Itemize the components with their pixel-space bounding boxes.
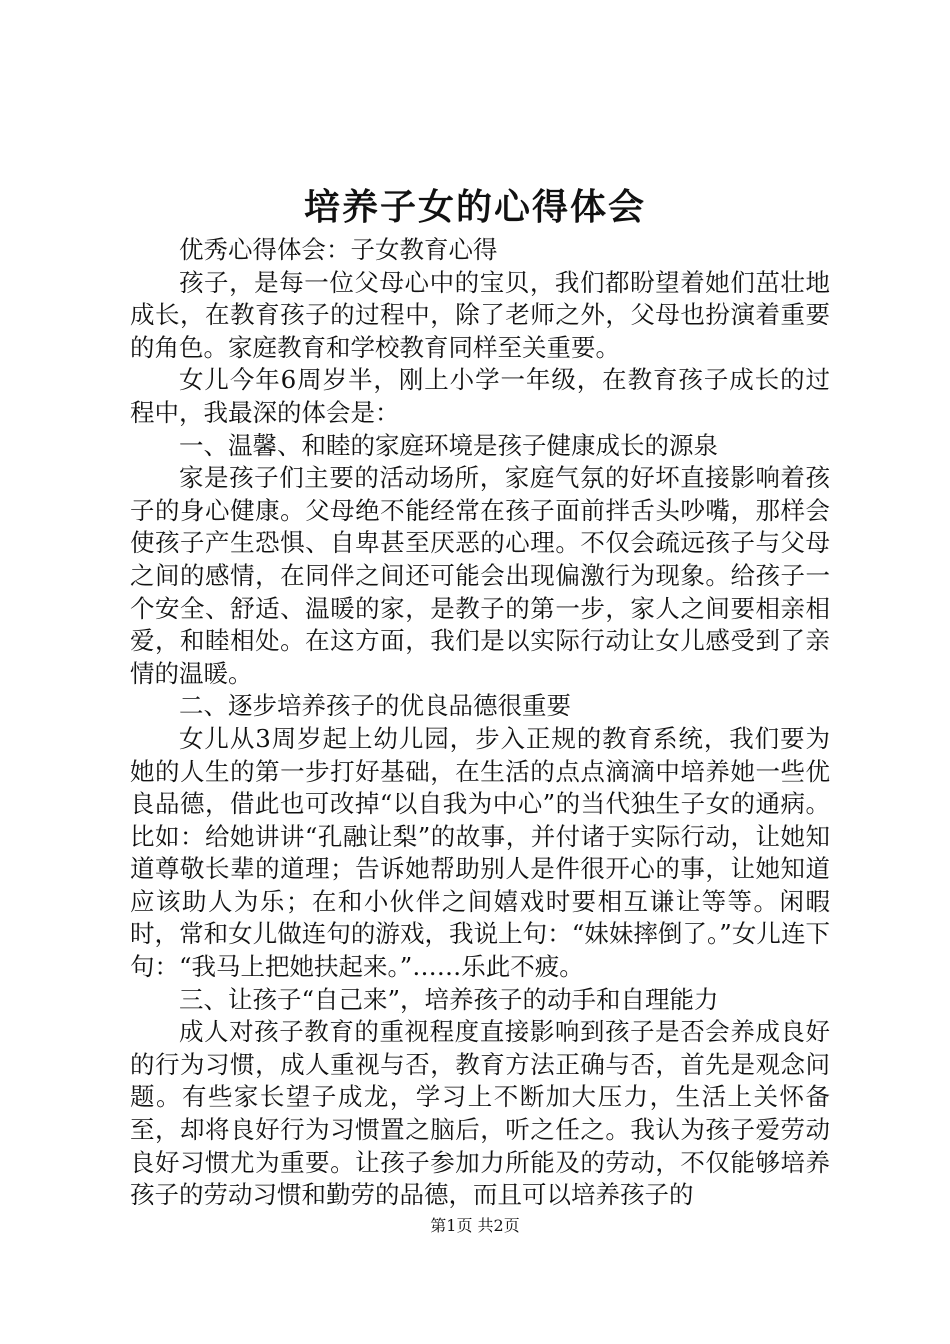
document-body (130, 234, 830, 1212)
paragraph-daughter-age: 女儿今年6周岁半，刚上小学一年级，在教育孩子成长的过程中，我最深的体会是： (130, 365, 830, 427)
paragraph-family-environment: 家是孩子们主要的活动场所，家庭气氛的好坏直接影响着孩子的身心健康。父母绝不能经常在孩子面前拌舌头吵嘴，那样会使孩子产生恐惧、自卑甚至厌恶的心理。不仅会疏远孩子与父母之间的感情，在同伴之间还可能会出现偏激行为现象。给孩子一个安全、舒适、温暖的家，是教子的第一步，家人之间要相亲相爱，和睦相处。在这方面，我们是以实际行动让女儿感受到了亲情的温暖。 (130, 463, 830, 688)
paragraph-moral-character: 女儿从3周岁起上幼儿园，步入正规的教育系统，我们要为她的人生的第一步打好基础，在生活的点点滴滴中培养她一些优良品德，借此也可改掉“以自我为中心”的当代独生子女的通病。比如：给她讲讲“孔融让梨”的故事，并付诸于实际行动，让她知道尊敬长辈的道理；告诉她帮助别人是件很开心的事，让她知道应该助人为乐；在和小伙伴之间嬉戏时要相互谦让等等。闲暇时，常和女儿做连句的游戏，我说上句：“妹妹摔倒了。”女儿连下句：“我马上把她扶起来。”……乐此不疲。 (130, 723, 830, 982)
page-footer: 第1页 共2页 (430, 1216, 520, 1235)
section-heading-3: 三、让孩子“自己来”，培养孩子的动手和自理能力 (179, 984, 719, 1014)
document-title: 培养子女的心得体会 (303, 186, 646, 228)
paragraph-intro: 孩子，是每一位父母心中的宝贝，我们都盼望着她们茁壮地成长，在教育孩子的过程中，除了老师之外，父母也扮演着重要的角色。家庭教育和学校教育同样至关重要。 (130, 267, 830, 362)
section-heading-2: 二、逐步培养孩子的优良品德很重要 (179, 691, 571, 721)
paragraph-subtitle: 优秀心得体会：子女教育心得 (179, 235, 498, 264)
section-heading-1: 一、温馨、和睦的家庭环境是孩子健康成长的源泉 (179, 430, 718, 460)
paragraph-self-care: 成人对孩子教育的重视程度直接影响到孩子是否会养成良好的行为习惯，成人重视与否，教育方法正确与否，首先是观念问题。有些家长望子成龙，学习上不断加大压力，生活上关怀备至，却将良好行为习惯置之脑后，听之任之。我认为孩子爱劳动良好习惯尤为重要。让孩子参加力所能及的劳动，不仅能够培养孩子的劳动习惯和勤劳的品德，而且可以培养孩子的 (130, 1017, 830, 1210)
